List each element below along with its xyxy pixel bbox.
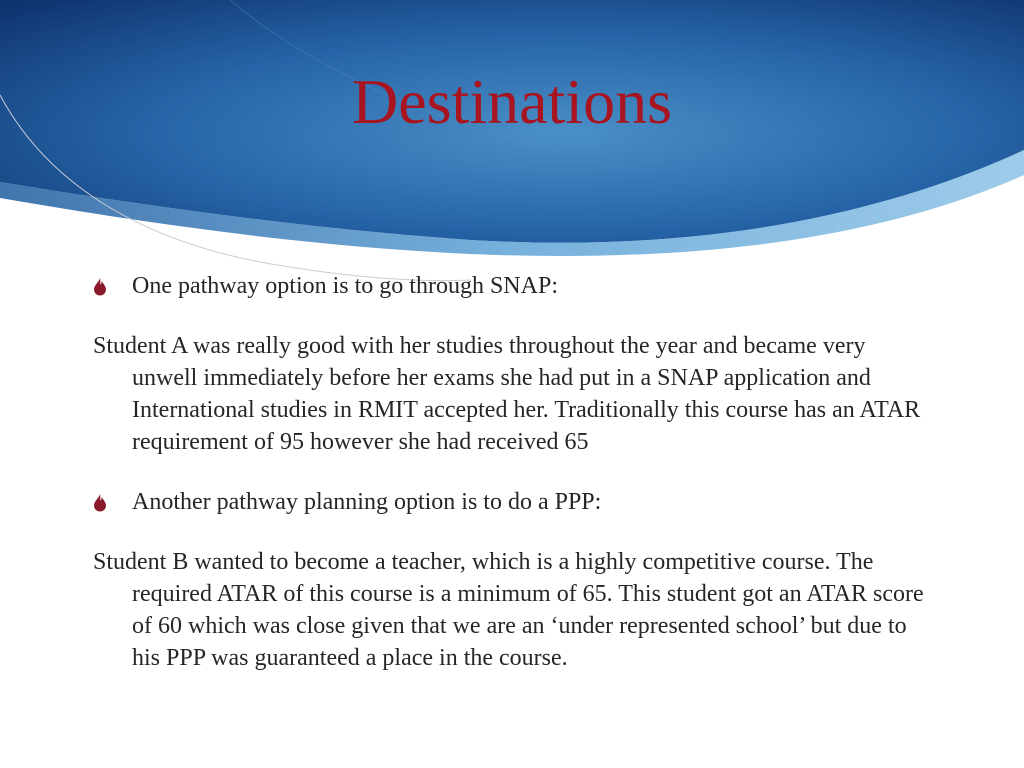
slide-title: Destinations [352, 66, 672, 137]
flame-drop-icon [93, 494, 107, 512]
slide-body [93, 270, 933, 702]
bullet-item [93, 486, 933, 518]
flame-drop-icon [93, 278, 107, 296]
bullet-item [93, 270, 933, 302]
bullet-text: One pathway option is to go through SNAP: [132, 273, 558, 299]
bullet-text: Another pathway planning option is to do a PPP: [132, 489, 602, 515]
body-paragraph: Student A was really good with her studies throughout the year and became very unwell immediately before her exams she had put in a SNAP application and International studies in RMIT accepted her. Traditionally this course has an ATAR requirement of 95 however she had received 65 [93, 333, 921, 455]
body-paragraph: Student B wanted to become a teacher, which is a highly competitive course. The required ATAR of this course is a minimum of 65. This student got an ATAR score of 60 which was close given that we are an ‘under represented school’ but due to his PPP was guaranteed a place in the course. [93, 549, 924, 671]
